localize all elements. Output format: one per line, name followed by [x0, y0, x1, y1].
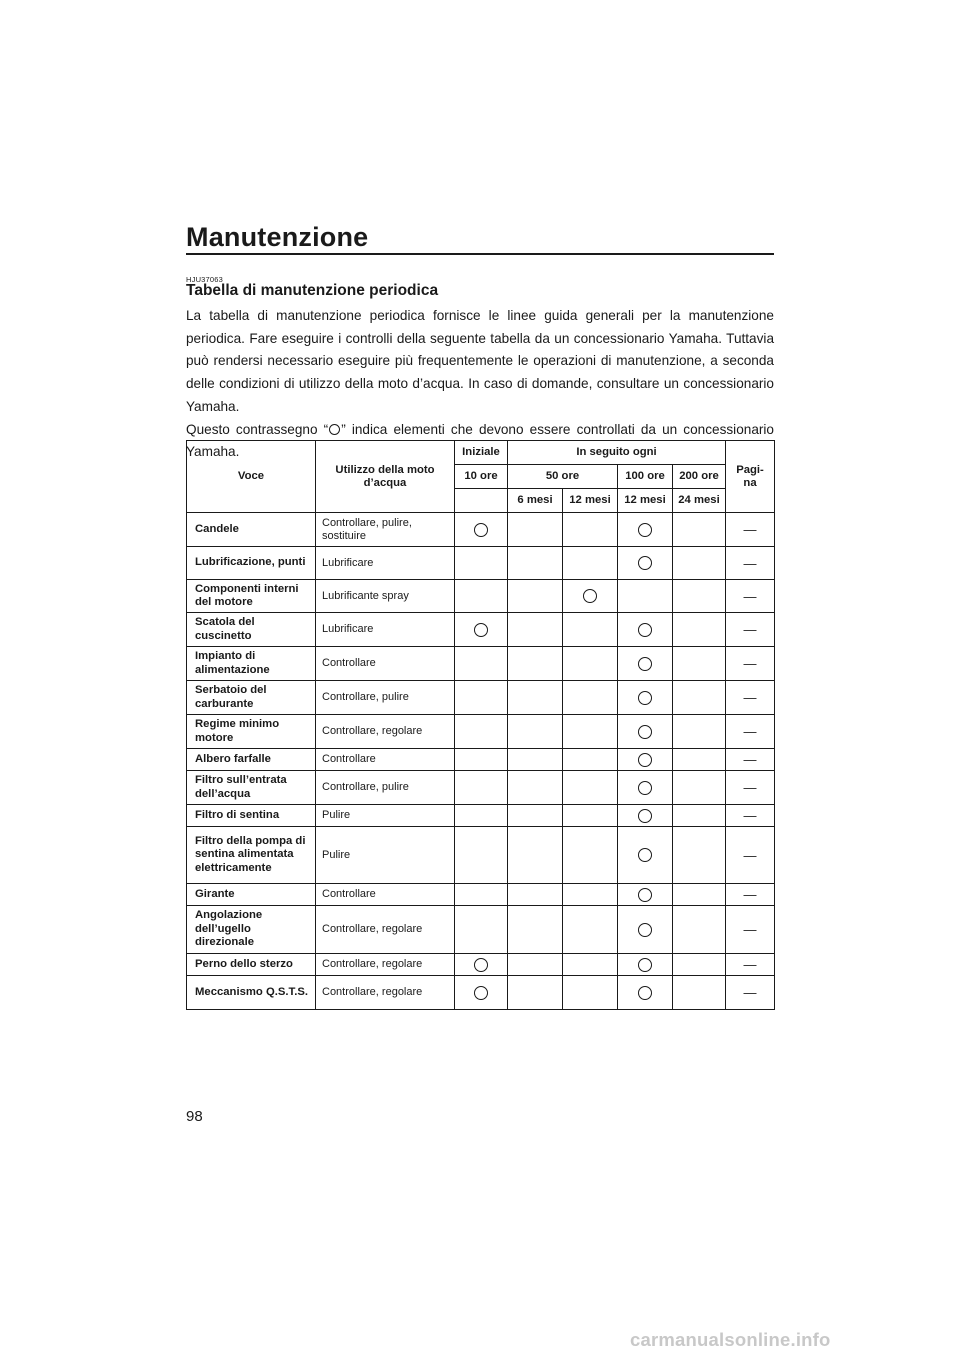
- row-interval-cell: [673, 827, 726, 884]
- row-interval-cell: [563, 771, 618, 805]
- circle-mark-icon: [638, 523, 652, 537]
- row-interval-cell: [508, 827, 563, 884]
- row-interval-cell: [455, 954, 508, 976]
- header-12-mesi: 12 mesi: [618, 489, 673, 513]
- table-row: [187, 906, 775, 954]
- row-interval-cell: [508, 884, 563, 906]
- circle-mark-icon: [638, 691, 652, 705]
- row-interval-cell: [563, 647, 618, 681]
- row-interval-cell: [673, 884, 726, 906]
- row-interval-cell: [673, 580, 726, 613]
- row-interval-cell: [455, 580, 508, 613]
- row-utilizzo: Controllare: [316, 647, 455, 681]
- table-row: [187, 771, 775, 805]
- row-voce: Albero farfalle: [187, 749, 316, 771]
- row-interval-cell: [618, 771, 673, 805]
- table-row: [187, 513, 775, 547]
- maintenance-table: [186, 440, 775, 1010]
- row-interval-cell: [508, 513, 563, 547]
- row-interval-cell: [563, 976, 618, 1010]
- row-voce: Angolazione dell’ugello direzionale: [187, 906, 316, 954]
- row-interval-cell: [455, 827, 508, 884]
- header-100-ore: 100 ore: [618, 465, 673, 489]
- table-row: [187, 647, 775, 681]
- intro-paragraph-1: La tabella di manutenzione periodica fornisce le linee guida generali per la manutenzione periodica. Fare eseguire i controlli della seguente tabella da un concessionario Yamaha. Tuttavia può rendersi necessario eseguire più frequentemente le operazioni di manutenzione, a seconda delle condizioni di utilizzo della moto d’acqua. In caso di domande, consultare un concessionario Yamaha.: [186, 308, 774, 414]
- row-interval-cell: [618, 580, 673, 613]
- row-interval-cell: [455, 906, 508, 954]
- row-interval-cell: [563, 749, 618, 771]
- row-utilizzo: Pulire: [316, 827, 455, 884]
- header-12-mesi: 12 mesi: [563, 489, 618, 513]
- table-row: [187, 976, 775, 1010]
- row-interval-cell: [455, 513, 508, 547]
- row-voce: Filtro della pompa di sentina alimentata elettricamente: [187, 827, 316, 884]
- header-utilizzo: Utilizzo della moto d’acqua: [316, 441, 455, 513]
- row-utilizzo: Controllare: [316, 749, 455, 771]
- row-utilizzo: Controllare, regolare: [316, 976, 455, 1010]
- row-voce: Lubrificazione, punti: [187, 547, 316, 580]
- row-interval-cell: [618, 976, 673, 1010]
- table-row: [187, 681, 775, 715]
- row-pagina: —: [726, 749, 775, 771]
- row-interval-cell: [455, 976, 508, 1010]
- row-pagina: —: [726, 906, 775, 954]
- row-utilizzo: Controllare, pulire: [316, 681, 455, 715]
- row-interval-cell: [618, 954, 673, 976]
- circle-mark-icon: [638, 958, 652, 972]
- header-iniziale: Iniziale: [455, 441, 508, 465]
- row-interval-cell: [508, 580, 563, 613]
- row-interval-cell: [455, 681, 508, 715]
- row-voce: Regime minimo motore: [187, 715, 316, 749]
- row-interval-cell: [618, 805, 673, 827]
- header-pagina: Pagi-na: [726, 441, 775, 513]
- row-pagina: —: [726, 613, 775, 647]
- row-voce: Perno dello sterzo: [187, 954, 316, 976]
- title-divider: [186, 253, 774, 255]
- row-interval-cell: [563, 827, 618, 884]
- header-6-mesi: 6 mesi: [508, 489, 563, 513]
- row-voce: Candele: [187, 513, 316, 547]
- section-heading: Tabella di manutenzione periodica: [186, 282, 439, 299]
- row-interval-cell: [618, 613, 673, 647]
- row-utilizzo: Controllare, regolare: [316, 906, 455, 954]
- row-interval-cell: [673, 715, 726, 749]
- row-interval-cell: [618, 513, 673, 547]
- table-row: [187, 805, 775, 827]
- row-voce: Componenti interni del motore: [187, 580, 316, 613]
- row-interval-cell: [508, 749, 563, 771]
- header-24-mesi: 24 mesi: [673, 489, 726, 513]
- row-interval-cell: [673, 547, 726, 580]
- circle-mark-icon: [638, 556, 652, 570]
- table-row: [187, 884, 775, 906]
- row-interval-cell: [508, 681, 563, 715]
- row-interval-cell: [508, 715, 563, 749]
- row-pagina: —: [726, 771, 775, 805]
- circle-mark-icon: [638, 781, 652, 795]
- row-pagina: —: [726, 884, 775, 906]
- circle-mark-icon: [638, 657, 652, 671]
- row-interval-cell: [563, 681, 618, 715]
- row-interval-cell: [563, 580, 618, 613]
- row-interval-cell: [673, 513, 726, 547]
- row-interval-cell: [618, 749, 673, 771]
- header-200-ore: 200 ore: [673, 465, 726, 489]
- row-interval-cell: [673, 771, 726, 805]
- watermark: carmanualsonline.info: [630, 1329, 831, 1350]
- intro-paragraph-2-start: Questo contrassegno “: [186, 421, 329, 437]
- row-interval-cell: [455, 805, 508, 827]
- row-pagina: —: [726, 976, 775, 1010]
- row-utilizzo: Controllare, pulire, sostituire: [316, 513, 455, 547]
- row-pagina: —: [726, 513, 775, 547]
- table-row: [187, 613, 775, 647]
- circle-mark-icon: [638, 888, 652, 902]
- row-voce: Serbatoio del carburante: [187, 681, 316, 715]
- circle-mark-icon: [474, 986, 488, 1000]
- row-interval-cell: [455, 884, 508, 906]
- row-interval-cell: [455, 749, 508, 771]
- page-number: 98: [186, 1108, 203, 1125]
- row-interval-cell: [673, 805, 726, 827]
- row-interval-cell: [673, 647, 726, 681]
- section-reference-code: HJU37063: [186, 275, 224, 284]
- row-interval-cell: [618, 547, 673, 580]
- row-utilizzo: Controllare: [316, 884, 455, 906]
- row-utilizzo: Lubrificare: [316, 613, 455, 647]
- row-interval-cell: [618, 906, 673, 954]
- row-interval-cell: [563, 906, 618, 954]
- row-pagina: —: [726, 827, 775, 884]
- header-voce: Voce: [187, 441, 316, 513]
- circle-mark-icon: [474, 623, 488, 637]
- circle-mark-icon: [583, 589, 597, 603]
- table-row: [187, 827, 775, 884]
- circle-mark-icon: [638, 725, 652, 739]
- row-interval-cell: [673, 749, 726, 771]
- row-utilizzo: Lubrificare: [316, 547, 455, 580]
- row-voce: Meccanismo Q.S.T.S.: [187, 976, 316, 1010]
- row-utilizzo: Controllare, regolare: [316, 715, 455, 749]
- row-interval-cell: [673, 954, 726, 976]
- header-in-seguito: In seguito ogni: [508, 441, 726, 465]
- row-interval-cell: [508, 805, 563, 827]
- row-interval-cell: [455, 547, 508, 580]
- page-title: Manutenzione: [186, 222, 369, 252]
- circle-mark-icon: [638, 848, 652, 862]
- circle-mark-icon: [474, 523, 488, 537]
- row-interval-cell: [508, 647, 563, 681]
- row-interval-cell: [508, 613, 563, 647]
- circle-mark-icon: [638, 809, 652, 823]
- row-interval-cell: [563, 513, 618, 547]
- row-interval-cell: [618, 681, 673, 715]
- row-pagina: —: [726, 805, 775, 827]
- header-10-ore: 10 ore: [455, 465, 508, 489]
- row-interval-cell: [563, 613, 618, 647]
- row-interval-cell: [673, 681, 726, 715]
- circle-mark-icon: [638, 623, 652, 637]
- row-interval-cell: [673, 906, 726, 954]
- row-interval-cell: [563, 805, 618, 827]
- row-interval-cell: [673, 976, 726, 1010]
- row-interval-cell: [455, 771, 508, 805]
- row-interval-cell: [563, 715, 618, 749]
- row-interval-cell: [508, 954, 563, 976]
- circle-mark-icon: [638, 753, 652, 767]
- row-interval-cell: [618, 715, 673, 749]
- row-interval-cell: [563, 954, 618, 976]
- row-utilizzo: Lubrificante spray: [316, 580, 455, 613]
- row-utilizzo: Controllare, regolare: [316, 954, 455, 976]
- circle-mark-icon: [474, 958, 488, 972]
- table-row: [187, 580, 775, 613]
- circle-mark-icon: [638, 986, 652, 1000]
- row-interval-cell: [563, 884, 618, 906]
- row-interval-cell: [455, 613, 508, 647]
- row-utilizzo: Controllare, pulire: [316, 771, 455, 805]
- row-interval-cell: [455, 715, 508, 749]
- header-50-ore: 50 ore: [508, 465, 618, 489]
- table-row: [187, 954, 775, 976]
- table-row: [187, 547, 775, 580]
- row-interval-cell: [455, 647, 508, 681]
- row-pagina: —: [726, 647, 775, 681]
- row-interval-cell: [618, 827, 673, 884]
- header-blank: [455, 489, 508, 513]
- intro-paragraph-2-end: ” indica elementi che devono essere controllati da un concessionario Yamaha.: [186, 421, 774, 460]
- row-voce: Scatola del cuscinetto: [187, 613, 316, 647]
- row-pagina: —: [726, 954, 775, 976]
- row-voce: Filtro sull’entrata dell’acqua: [187, 771, 316, 805]
- row-pagina: —: [726, 681, 775, 715]
- row-pagina: —: [726, 715, 775, 749]
- row-utilizzo: Pulire: [316, 805, 455, 827]
- table-row: [187, 749, 775, 771]
- row-voce: Filtro di sentina: [187, 805, 316, 827]
- row-interval-cell: [508, 976, 563, 1010]
- row-interval-cell: [563, 547, 618, 580]
- row-voce: Girante: [187, 884, 316, 906]
- table-row: [187, 715, 775, 749]
- circle-mark-icon: [638, 923, 652, 937]
- row-interval-cell: [618, 647, 673, 681]
- row-interval-cell: [508, 771, 563, 805]
- row-interval-cell: [508, 547, 563, 580]
- table-body: [187, 513, 775, 1010]
- circle-mark-icon: [329, 424, 340, 435]
- row-voce: Impianto di alimentazione: [187, 647, 316, 681]
- row-pagina: —: [726, 580, 775, 613]
- row-interval-cell: [618, 884, 673, 906]
- row-interval-cell: [673, 613, 726, 647]
- row-interval-cell: [508, 906, 563, 954]
- row-pagina: —: [726, 547, 775, 580]
